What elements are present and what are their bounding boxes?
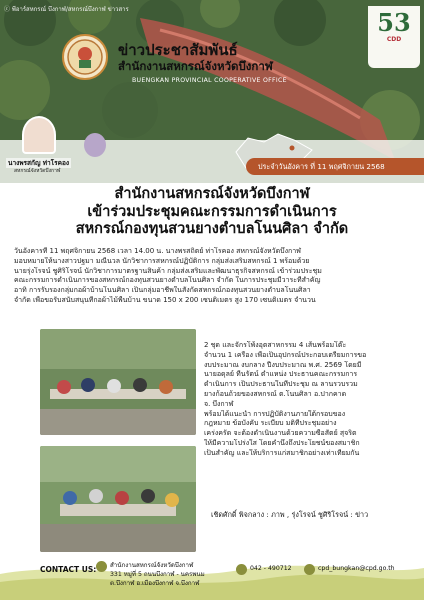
address-line-3: ต.บึงกาฬ อ.เมืองบึงกาฬ จ.บึงกาฬ bbox=[110, 580, 200, 587]
date-banner: ประจำวันอังคาร ที่ 11 พฤศจิกายน 2568 bbox=[246, 158, 424, 175]
body-line: นายอดุลย์ ทีนรัตน์ ตำแหน่ง ประธานคณะกรรมการ bbox=[204, 370, 358, 379]
home-icon bbox=[96, 561, 107, 572]
body-line: นายรุ่งโรจน์ ชูศิริโรจน์ นักวิชาการมาตรฐานสินค้า กลุ่มส่งเสริมและพัฒนาธุรกิจสหกรณ์ เข้าร่วมประชุม bbox=[14, 266, 322, 275]
anniversary-number: 53 bbox=[377, 8, 411, 37]
body-line: วันอังคารที่ 11 พฤศจิกายน 2568 เวลา 14.00 น. นางพรสถิตย์ ท่าโรคอง สหกรณ์จังหวัดบึงกาฬ bbox=[14, 247, 301, 255]
body-line: พร้อมได้แนะนำ การปฏิบัติงานภายใต้กรอบของ bbox=[204, 409, 346, 418]
director-role: สหกรณ์จังหวัดบึงกาฬ bbox=[14, 168, 61, 174]
headline-line: สหกรณ์กองทุนสวนยางตำบลโนนศิลา จำกัด bbox=[75, 221, 349, 237]
forest-background-image bbox=[0, 0, 424, 183]
body-line: จำนวน 1 เครื่อง เพื่อเป็นอุปกรณ์ประกอบเตรียมการขอ bbox=[204, 350, 367, 359]
photo-news-credit: เชิดศักดิ์ พิจกลาง : ภาพ , รุ่งโรจน์ ชูศิริโรจน์ : ข่าว bbox=[211, 510, 369, 519]
top-credit-line: ⓒ พีอาร์สหกรณ์ บึงกาฬ/สหกรณ์บึงกาฬ ข่าวสาร bbox=[4, 6, 129, 13]
phone-number[interactable]: 042 - 490712 bbox=[250, 565, 292, 572]
contact-label: CONTACT US: bbox=[40, 565, 97, 574]
body-line: คณะกรรมการดำเนินการของสหกรณ์กองทุนสวนยางตำบลโนนศิลา จำกัด ในการประชุมมีวาระที่สำคัญ bbox=[14, 276, 321, 285]
email-icon bbox=[304, 564, 315, 575]
meeting-photo-2 bbox=[40, 446, 196, 552]
phone-icon bbox=[236, 564, 247, 575]
headline-line: สำนักงานสหกรณ์จังหวัดบึงกาฬ bbox=[114, 186, 310, 202]
office-name: สำนักงานสหกรณ์จังหวัดบึงกาฬ bbox=[118, 59, 273, 73]
headline-line: เข้าร่วมประชุมคณะกรรมการดำเนินการ bbox=[87, 203, 337, 220]
director-photo bbox=[22, 116, 56, 154]
body-line: ให้มีความโปร่งใส โดยคำนึงถึงประโยชน์ของสมาชิก bbox=[204, 438, 360, 447]
header-banner bbox=[0, 0, 424, 183]
body-line: กฎหมาย ข้อบังคับ ระเบียบ มติที่ประชุมอย่าง bbox=[204, 419, 337, 428]
anniversary-mark: CDD bbox=[386, 36, 402, 43]
director-name: นางพรสกัญ ท่าโรคอง bbox=[8, 159, 70, 167]
headline bbox=[0, 186, 424, 239]
body-line: จำกัด เพื่อขอรับสนับสนุนที่กอผ้าไม้พื้นบ้าน ขนาด 150 x 200 เซนติเมตร สูง 170 เซนติเมตร จำนวน bbox=[14, 295, 316, 304]
body-line: เป็นสำคัญ และให้บริการแก่สมาชิกอย่างเท่าเทียมกัน bbox=[204, 448, 360, 457]
anniversary-badge bbox=[368, 6, 420, 68]
page-title: ข่าวประชาสัมพันธ์ bbox=[118, 41, 238, 59]
body-paragraph bbox=[14, 247, 414, 306]
body-line: 2 ชุด และจักรโพ้งอุตสาหกรรม 4 เส้นพร้อมโต๊ะ bbox=[204, 341, 347, 349]
body-line: มอบหมายให้นางสาวปฐมา มณีนวล นักวิชาการสหกรณ์ปฏิบัติการ กลุ่มส่งเสริมสหกรณ์ 1 พร้อมด้วย bbox=[14, 256, 310, 265]
body-line: ยางก้อนถ้วยของสหกรณ์ ต.โนนศิลา อ.ปากคาด bbox=[204, 389, 347, 398]
body-line: อาทิ การรับรองกลุ่มกอผ้าบ้านโนนศิลา เป็นกลุ่มอาชีพในสังกัดสหกรณ์กองทุนสวนยางตำบลโนนศิลา bbox=[14, 286, 311, 295]
mascot-icon bbox=[84, 133, 106, 157]
body-line: ดำเนินการ เป็นประธานในที่ประชุม ณ ลานรวบรวม bbox=[204, 380, 358, 389]
address-line-1: สำนักงานสหกรณ์จังหวัดบึงกาฬ bbox=[110, 562, 194, 569]
office-name-english: BUENGKAN PROVINCIAL COOPERATIVE OFFICE bbox=[132, 77, 287, 84]
cooperative-emblem-icon bbox=[62, 34, 108, 80]
meeting-photo-1 bbox=[40, 329, 196, 435]
body-paragraph-continued bbox=[204, 341, 414, 459]
address-line-2: 331 หมู่ที่ 5 ถนนบึงกาฬ - นครพนม bbox=[110, 571, 205, 578]
body-line: งบประมาณ งบกลาง ปีงบประมาณ พ.ศ. 2569 โดยมี bbox=[204, 360, 362, 369]
body-line: เคร่งครัด จะต้องดำเนินงานด้วยความซื่อสัตย์ สุจริต bbox=[204, 429, 357, 438]
body-line: จ. บึงกาฬ bbox=[204, 399, 234, 408]
email-address[interactable]: cpd_bungkan@cpd.go.th bbox=[318, 565, 395, 572]
